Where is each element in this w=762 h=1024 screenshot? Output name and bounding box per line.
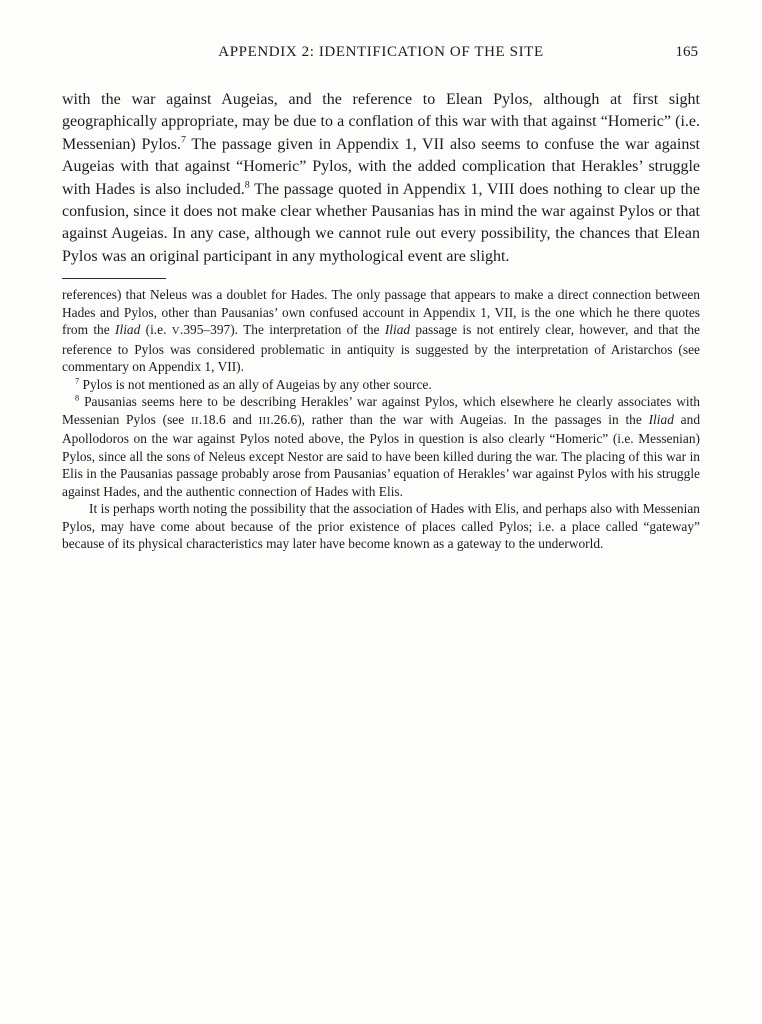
footnote-continuation: [62, 286, 700, 376]
footnote-text-run: (i.e.: [140, 322, 172, 338]
page-header: [62, 44, 700, 61]
footnote-separator-rule: [62, 278, 166, 279]
footnote-7-marker: 7: [181, 134, 186, 146]
footnote-7: [62, 376, 700, 394]
footnote-7-number: 7: [75, 376, 80, 386]
footnote-8: [62, 393, 700, 500]
body-text-run: with the war against Augeias, and the reference to Elean Pylos, although at first sight geographically appropriate, may be due to a conflation of this war with that against “Homeric” (i.e. Messenian) Pylos.: [62, 91, 700, 153]
footnote-8-second-paragraph: [62, 500, 700, 553]
footnote-text-run: Pylos is not mentioned as an ally of Augeias by any other source.: [79, 376, 432, 392]
footnote-text-run: It is perhaps worth noting the possibility that the association of Hades with Elis, and perhaps also with Messenian Pylos, may have come about because of the prior existence of places called Pylos; i.e. a place called “gateway” because of its physical characteristics may later have become known as a gateway to the underworld.: [62, 501, 700, 552]
footnote-text-run: references) that Neleus was a doublet for Hades. The only passage that appears to make a direct connection between Hades and Pylos, other than Pausanias’ own confused account in Appendix 1, VII, is the one which he there quotes from the: [62, 287, 700, 338]
iliad-title: Iliad: [115, 322, 141, 338]
small-caps-numeral: II: [190, 414, 199, 427]
footnote-text-run: .26.6), rather than the war with Augeias. In the passages in the: [270, 411, 649, 427]
iliad-title: Iliad: [384, 322, 411, 338]
footnote-text-run: passage is not entirely clear, however, and that the reference to Pylos was considered problematic in antiquity is suggested by the interpretation of Aristarchos (see commentary on Appendix 1, VII).: [62, 322, 701, 375]
body-text-run: The passage given in Appendix 1, VII also seems to confuse the war against Augeias with that against “Homeric” Pylos, with the added complication that Herakles’ struggle with Hades is also included.: [62, 135, 700, 198]
body-paragraph: [62, 89, 700, 268]
footnote-text-run: and Apollodoros on the war against Pylos noted above, the Pylos in question is also clearly “Homeric” (i.e. Messenian) Pylos, since all the sons of Neleus except Nestor are said to have been killed during the war. The placing of this war in Elis in the Pausanias passage probably arose from Pausanias’ equation of Herakles’ war against Pylos with his struggle against Hades, and the authentic connection of Hades with Elis.: [62, 411, 701, 499]
small-caps-numeral: III: [258, 414, 271, 427]
main-text-block: [62, 89, 700, 268]
iliad-title: Iliad: [648, 411, 674, 427]
running-title: APPENDIX 2: IDENTIFICATION OF THE SITE: [218, 44, 544, 60]
footnote-text-run: Pausanias seems here to be describing Herakles’ war against Pylos, which elsewhere he clearly associates with Messenian Pylos (see: [62, 394, 700, 427]
footnotes-block: [62, 286, 700, 553]
page-number: 165: [675, 44, 698, 60]
footnote-8-marker: 8: [244, 179, 250, 191]
footnote-text-run: .395–397). The interpretation of the: [180, 322, 385, 338]
footnote-8-number: 8: [75, 393, 80, 403]
footnote-text-run: .18.6 and: [198, 411, 259, 427]
body-text-run: The passage quoted in Appendix 1, VIII does nothing to clear up the confusion, since it does not make clear whether Pausanias has in mind the war against Pylos or that against Augeias. In any case, although we cannot rule out every possibility, the chances that Elean Pylos was an original participant in any mythological event are slight.: [62, 180, 701, 265]
small-caps-numeral: V: [171, 325, 180, 338]
